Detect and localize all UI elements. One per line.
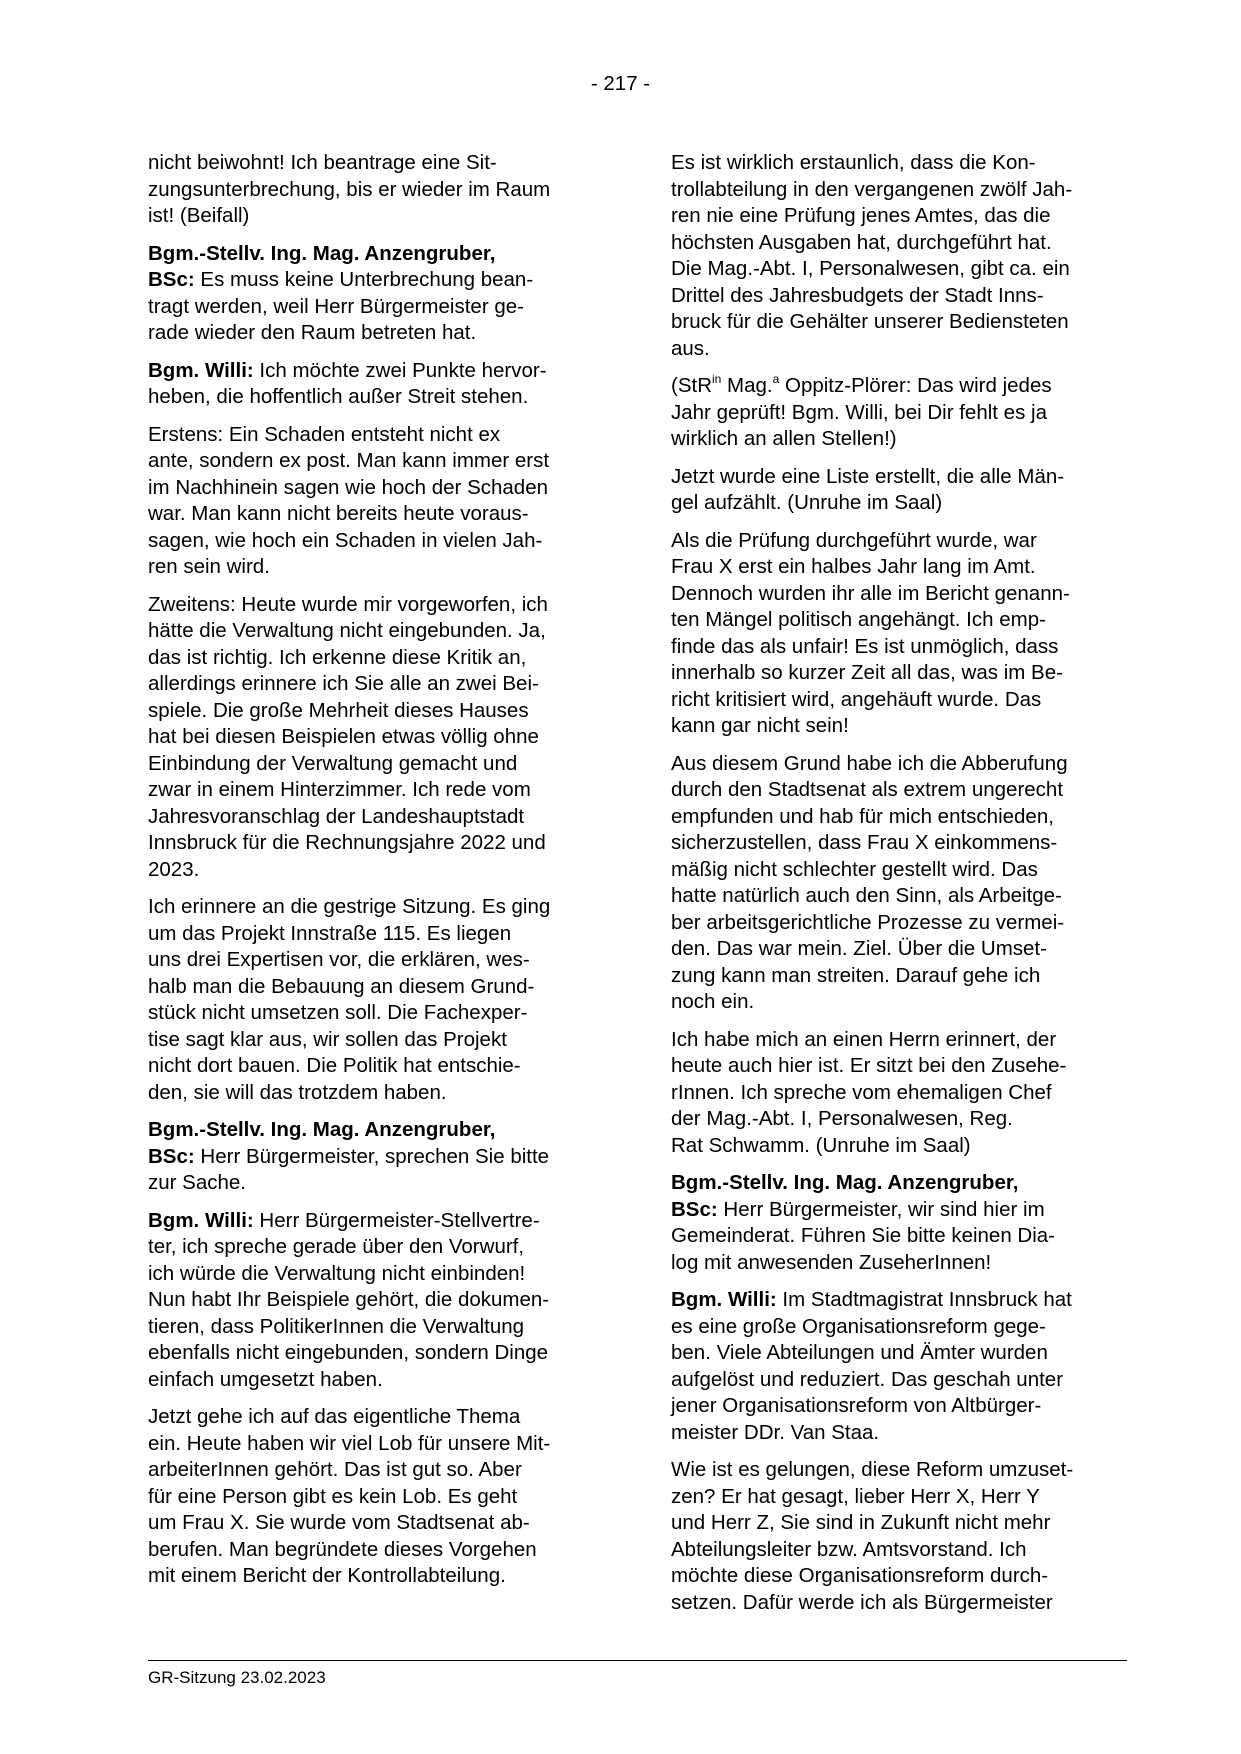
speech-paragraph — [671, 1287, 1126, 1446]
superscript: a — [772, 372, 780, 387]
paragraph — [671, 464, 1126, 517]
right-column — [671, 150, 1126, 1627]
paragraph — [148, 422, 603, 581]
superscript: in — [712, 372, 722, 387]
speaker-name: Bgm.-Stellv. Ing. Mag. Anzengruber, BSc: — [148, 241, 496, 291]
paragraph-text: Jetzt wurde eine Liste erstellt, die alle Män- gel aufzählt. (Unruhe im Saal) — [671, 464, 1065, 514]
footer-divider — [148, 1660, 1127, 1661]
speaker-name: Bgm. Willi: — [148, 1208, 254, 1232]
speech-text: Im Stadtmagistrat Innsbruck hat es eine große Organisationsreform gege- ben. Viele Abteilungen und Ämter wurden aufgelöst und reduziert. Das geschah unter jener Organisationsreform von Altbürger- meister DDr. Van Staa. — [671, 1288, 1072, 1444]
paragraph — [148, 592, 603, 884]
interjection-text: (StR — [671, 374, 712, 397]
paragraph-text: Wie ist es gelungen, diese Reform umzuset- zen? Er hat gesagt, lieber Herr X, Herr Y und Herr Z, Sie sind in Zukunft nicht mehr Abteilungsleiter bzw. Amtsvorstand. Ich möchte diese Organisationsreform durch- setzen. Dafür werde ich als Bürgermeister — [671, 1458, 1074, 1614]
paragraph — [671, 528, 1126, 740]
left-column — [148, 150, 603, 1601]
paragraph-text: Erstens: Ein Schaden entsteht nicht ex ante, sondern ex post. Man kann immer erst im Nachhinein sagen wie hoch der Schaden war. Man kann nicht bereits heute voraus- sagen, wie hoch ein Schaden in vielen Jah- ren sein wird. — [148, 422, 550, 578]
speech-text: Ich möchte zwei Punkte hervor- heben, die hoffentlich außer Streit stehen. — [148, 358, 547, 408]
paragraph-text: Jetzt gehe ich auf das eigentliche Thema ein. Heute haben wir viel Lob für unsere Mit- arbeiterInnen gehört. Das ist gut so. Aber für eine Person gibt es kein Lob. Es geht um Frau X. Sie wurde vom Stadtsenat ab- berufen. Man begründete dieses Vorgehen mit einem Bericht der Kontrollabteilung. — [148, 1405, 551, 1587]
paragraph-text: Als die Prüfung durchgeführt wurde, war Frau X erst ein halbes Jahr lang im Amt. Dennoch wurden ihr alle im Bericht genann- ten Mängel politisch angehängt. Ich emp- finde das als unfair! Es ist unmöglich, dass innerhalb so kurzer Zeit all das, was im Be- richt kritisiert wird, angehäuft wurde. Das kann gar nicht sein! — [671, 528, 1070, 737]
footer-text: GR-Sitzung 23.02.2023 — [148, 1668, 326, 1687]
speech-paragraph — [148, 241, 603, 347]
interjection-text: Mag. — [721, 374, 773, 397]
paragraph-text: Aus diesem Grund habe ich die Abberufung durch den Stadtsenat als extrem ungerecht empfunden und hab für mich entschieden, sicherzustellen, dass Frau X einkommens- mäßig nicht schlechter gestellt wird. Das hatte natürlich auch den Sinn, als Arbeitge- ber arbeitsgerichtliche Prozesse zu vermei- den. Das war mein. Ziel. Über die Umset- zung kann man streiten. Darauf gehe ich noch ein. — [671, 751, 1068, 1013]
speech-paragraph — [148, 358, 603, 411]
speech-text: Herr Bürgermeister, wir sind hier im Gemeinderat. Führen Sie bitte keinen Dia- log mit anwesenden ZuseherInnen! — [671, 1197, 1056, 1274]
paragraph — [148, 894, 603, 1106]
speech-text: Herr Bürgermeister, sprechen Sie bitte zur Sache. — [148, 1144, 550, 1194]
paragraph — [671, 150, 1126, 362]
speech-paragraph — [148, 1117, 603, 1197]
paragraph-text: Ich habe mich an einen Herrn erinnert, der heute auch hier ist. Er sitzt bei den Zusehe- rInnen. Ich spreche vom ehemaligen Chef der Mag.-Abt. I, Personalwesen, Reg. Rat Schwamm. (Unruhe im Saal) — [671, 1027, 1067, 1157]
speech-paragraph — [148, 1208, 603, 1394]
paragraph — [671, 1457, 1126, 1616]
paragraph-text: Ich erinnere an die gestrige Sitzung. Es ging um das Projekt Innstraße 115. Es liegen uns drei Expertisen vor, die erklären, wes- halb man die Bebauung an diesem Grund- stück nicht umsetzen soll. Die Fachexper- tise sagt klar aus, wir sollen das Projekt nicht dort bauen. Die Politik hat entschie- den, sie will das trotzdem haben. — [148, 895, 551, 1104]
paragraph — [148, 150, 603, 230]
speaker-name: Bgm.-Stellv. Ing. Mag. Anzengruber, BSc: — [671, 1171, 1019, 1221]
speech-paragraph — [671, 1170, 1126, 1276]
paragraph-text: Es ist wirklich erstaunlich, dass die Kon- trollabteilung in den vergangenen zwölf Jah- ren nie eine Prüfung jenes Amtes, das die höchsten Ausgaben hat, durchgeführt hat. Die Mag.-Abt. I, Personalwesen, gibt ca. ein Drittel des Jahresbudgets der Stadt Inns- bruck für die Gehälter unserer Bediensteten aus. — [671, 151, 1073, 360]
page-number: - 217 - — [590, 72, 651, 95]
paragraph — [148, 1404, 603, 1590]
paragraph — [671, 1027, 1126, 1160]
speech-text: Es muss keine Unterbrechung bean- tragt werden, weil Herr Bürgermeister ge- rade wieder den Raum betreten hat. — [148, 268, 534, 344]
speech-text: Herr Bürgermeister-Stellvertre- ter, ich spreche gerade über den Vorwurf, ich würde die Verwaltung nicht einbinden! Nun habt Ihr Beispiele gehört, die dokumen- tieren, dass PolitikerInnen die Verwaltung ebenfalls nicht eingebunden, sondern Dinge einfach umgesetzt haben. — [148, 1208, 550, 1391]
interjection — [671, 373, 1126, 453]
speaker-name: Bgm. Willi: — [148, 358, 254, 382]
paragraph-text: Zweitens: Heute wurde mir vorgeworfen, ich hätte die Verwaltung nicht eingebunden. Ja, das ist richtig. Ich erkenne diese Kritik an, allerdings erinnere ich Sie alle an zwei Bei- spiele. Die große Mehrheit dieses Hauses hat bei diesen Beispielen etwas völlig ohne Einbindung der Verwaltung gemacht und zwar in einem Hinterzimmer. Ich rede vom Jahresvoranschlag der Landeshauptstadt Innsbruck für die Rechnungsjahre 2022 und 2023. — [148, 592, 548, 881]
paragraph — [671, 751, 1126, 1016]
paragraph-text: nicht beiwohnt! Ich beantrage eine Sit- zungsunterbrechung, bis er wieder im Raum ist! (Beifall) — [148, 151, 551, 227]
speaker-name: Bgm.-Stellv. Ing. Mag. Anzengruber, BSc: — [148, 1118, 496, 1168]
interjection-text: Oppitz-Plörer: Das wird jedes Jahr geprüft! Bgm. Willi, bei Dir fehlt es ja wirklich an allen Stellen!) — [671, 374, 1052, 450]
speaker-name: Bgm. Willi: — [671, 1288, 777, 1311]
